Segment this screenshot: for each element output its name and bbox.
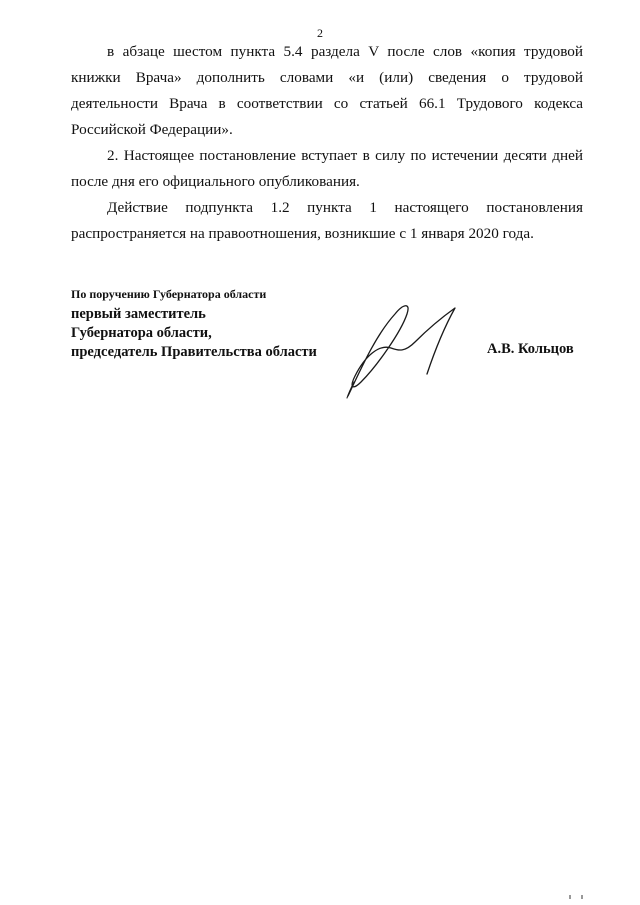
signer-name: А.В. Кольцов [487, 341, 574, 357]
paragraph-entry-into-force: 2. Настоящее постановление вступает в силу по истечении десяти дней после дня его официального опубликования. [71, 147, 583, 190]
page-number: 2 [317, 26, 323, 40]
signature-block [71, 286, 317, 362]
signer-title-line-3: председатель Правительства области [71, 344, 317, 360]
paragraph-amendment: в абзаце шестом пункта 5.4 раздела V после слов «копия трудовой книжки Врача» дополнить словами «и (или) сведения о трудовой деятельности Врача в соответствии со статьей 66.1 Трудового кодекса Российской Федерации». [71, 43, 583, 138]
handwritten-signature [335, 296, 475, 400]
signature-instruction: По поручению Губернатора области [71, 287, 267, 301]
paragraph-retroactive-effect: Действие подпункта 1.2 пункта 1 настоящего постановления распространяется на правоотношения, возникшие с 1 января 2020 года. [71, 199, 583, 242]
signer-title-line-2: Губернатора области, [71, 325, 212, 341]
signer-title-line-1: первый заместитель [71, 306, 206, 322]
document-body [71, 39, 583, 247]
scan-marks [566, 893, 590, 901]
